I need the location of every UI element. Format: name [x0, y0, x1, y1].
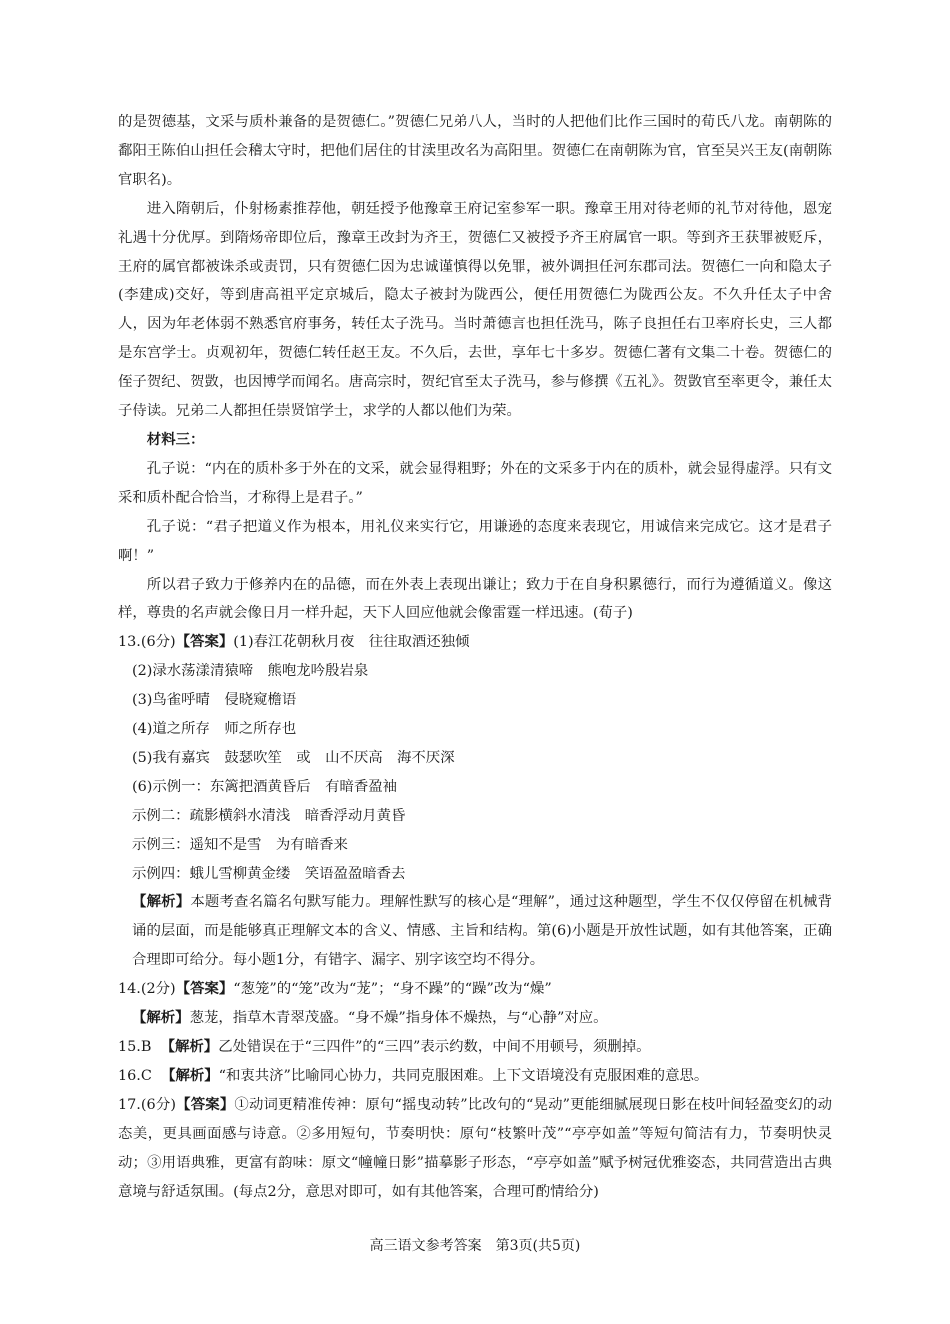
q13-explanation-text: 本题考查名篇名句默写能力。理解性默写的核心是“理解”，通过这种题型，学生不仅仅停留在机械背诵的层面，而是能够真正理解文本的含义、情感、主旨和结构。第(6)小题是开放性试题，如有其他答案，正确合理即可给分。每小题1分，有错字、漏字、别字该空均不得分。: [132, 894, 832, 969]
question-17: [118, 1091, 832, 1207]
q16-explanation-text: “和衷共济”比喻同心协力，共同克服困难。上下文语境没有克服困难的意思。: [218, 1067, 709, 1084]
question-13: [118, 628, 832, 975]
q16-explanation-tag: 【解析】: [161, 1066, 219, 1084]
q16-number: 16.: [118, 1067, 141, 1084]
q13-answer-line-2: (2)渌水荡漾清猿啼 熊咆龙吟殷岩泉: [132, 663, 369, 680]
q15-explanation-tag: 【解析】: [160, 1038, 219, 1055]
q15-explanation-text: 乙处错误在于“三四件”的“三四”表示约数，中间不用顿号，须删掉。: [218, 1039, 651, 1055]
q15-number: 15.: [118, 1039, 141, 1055]
q13-answer-line-6: (6)示例一：东篱把酒黄昏后 有暗香盈袖: [132, 778, 398, 795]
q14-answer-tag: 【答案】: [175, 980, 234, 998]
q17-score: (6分): [140, 1096, 176, 1113]
q17-number: 17.: [118, 1096, 141, 1113]
q14-explanation-tag: 【解析】: [132, 1009, 190, 1027]
q14-number: 14.: [118, 981, 141, 998]
page-content: [118, 108, 832, 1206]
q14-header: [118, 975, 832, 1004]
question-14: [118, 975, 832, 1033]
q13-answer-tag: 【答案】: [175, 633, 234, 651]
q16-answer: C: [140, 1067, 152, 1084]
q17-answer-text: ①动词更精准传神：原句“摇曳动转”比改句的“晃动”更能细腻展现日影在枝叶间轻盈变幻的动态美，更具画面感与诗意。②多用短句，节奏明快：原句“枝繁叶茂”“亭亭如盖”等短句简洁有力，节奏明快灵动；③用语典雅，更富有韵味：原文“幢幢日影”描摹影子形态，“亭亭如盖”赋予树冠优雅姿态，共同营造出古典意境与舒适氛围。(每点2分，意思对即可，如有其他答案，合理可酌情给分): [118, 1096, 832, 1200]
page-footer: 高三语文参考答案 第3页(共5页): [369, 1238, 581, 1254]
q14-score: (2分): [140, 981, 176, 998]
passage-paragraph-2: 进入隋朝后，仆射杨素推荐他，朝廷授予他豫章王府记室参军一职。豫章王用对待老师的礼节对待他，恩宠礼遇十分优厚。到隋炀帝即位后，豫章王改封为齐王，贺德仁又被授予齐王府属官一职。等到齐王获罪被贬斥，王府的属官都被诛杀或责罚，只有贺德仁因为忠诚谨慎得以免罪，被外调担任河东郡司法。贺德仁一向和隐太子(李建成)交好，等到唐高祖平定京城后，隐太子被封为陇西公，便任用贺德仁为陇西公友。不久升任太子中舍人，因为年老体弱不熟悉官府事务，转任太子洗马。当时萧德言也担任洗马，陈子良担任右卫率府长史，三人都是东宫学士。贞观初年，贺德仁转任赵王友。不久后，去世，享年七十多岁。贺德仁著有文集二十卷。贺德仁的侄子贺纪、贺敳，也因博学而闻名。唐高宗时，贺纪官至太子洗马，参与修撰《五礼》。贺敳官至率更令，兼任太子侍读。兄弟二人都担任崇贤馆学士，求学的人都以他们为荣。: [118, 200, 832, 420]
q14-explanation: [118, 1004, 832, 1033]
passage-paragraph-3: 孔子说：“内在的质朴多于外在的文采，就会显得粗野；外在的文采多于内在的质朴，就会显得虚浮。只有文采和质朴配合恰当，才称得上是君子。”: [118, 460, 832, 506]
q13-answer-line-8: 示例三：遥知不是雪 为有暗香来: [132, 836, 348, 853]
q14-explanation-text: 葱茏，指草木青翠茂盛。“身不燥”指身体不燥热，与“心静”对应。: [189, 1010, 608, 1027]
material-3-label: 材料三：: [146, 430, 205, 448]
q13-answer-line-5: (5)我有嘉宾 鼓瑟吹笙 或 山不厌高 海不厌深: [132, 749, 455, 766]
q13-header: [118, 628, 832, 657]
passage-paragraph-5: 所以君子致力于修养内在的品德，而在外表上表现出谦让；致力于在自身积累德行，而行为遵循道义。像这样，尊贵的名声就会像日月一样升起，天下人回应他就会像雷霆一样迅速。(荀子): [118, 576, 832, 622]
q15-answer: B: [140, 1039, 152, 1055]
passage-paragraph-1: 的是贺德基，文采与质朴兼备的是贺德仁。”贺德仁兄弟八人，当时的人把他们比作三国时的荀氏八龙。南朝陈的鄱阳王陈伯山担任会稽太守时，把他们居住的甘渎里改名为高阳里。贺德仁在南朝陈为官，官至吴兴王友(南朝陈官职名)。: [118, 114, 832, 188]
question-16: [118, 1062, 832, 1091]
q13-explanation-tag: 【解析】: [132, 893, 191, 911]
q13-answer-line-3: (3)鸟雀呼晴 侵晓窥檐语: [132, 692, 297, 709]
q13-number: 13.: [118, 634, 141, 651]
q13-explanation: [118, 888, 832, 975]
q13-answer-line-9: 示例四：蛾儿雪柳黄金缕 笑语盈盈暗香去: [132, 865, 406, 882]
q13-answer-line-1: (1)春江花朝秋月夜 往往取酒还独倾: [233, 634, 470, 651]
q14-answer-text: “葱笼”的“笼”改为“茏”；“身不躁”的“躁”改为“燥”: [233, 981, 552, 998]
passage-paragraph-4: 孔子说：“君子把道义作为根本，用礼仪来实行它，用谦逊的态度来表现它，用诚信来完成它。这才是君子啊！”: [118, 518, 832, 564]
q13-score: (6分): [140, 634, 176, 651]
q17-answer-tag: 【答案】: [176, 1095, 235, 1113]
question-15: [118, 1033, 832, 1062]
q13-answer-line-7: 示例二：疏影横斜水清浅 暗香浮动月黄昏: [132, 807, 406, 824]
q13-answer-line-4: (4)道之所存 师之所存也: [132, 721, 297, 738]
